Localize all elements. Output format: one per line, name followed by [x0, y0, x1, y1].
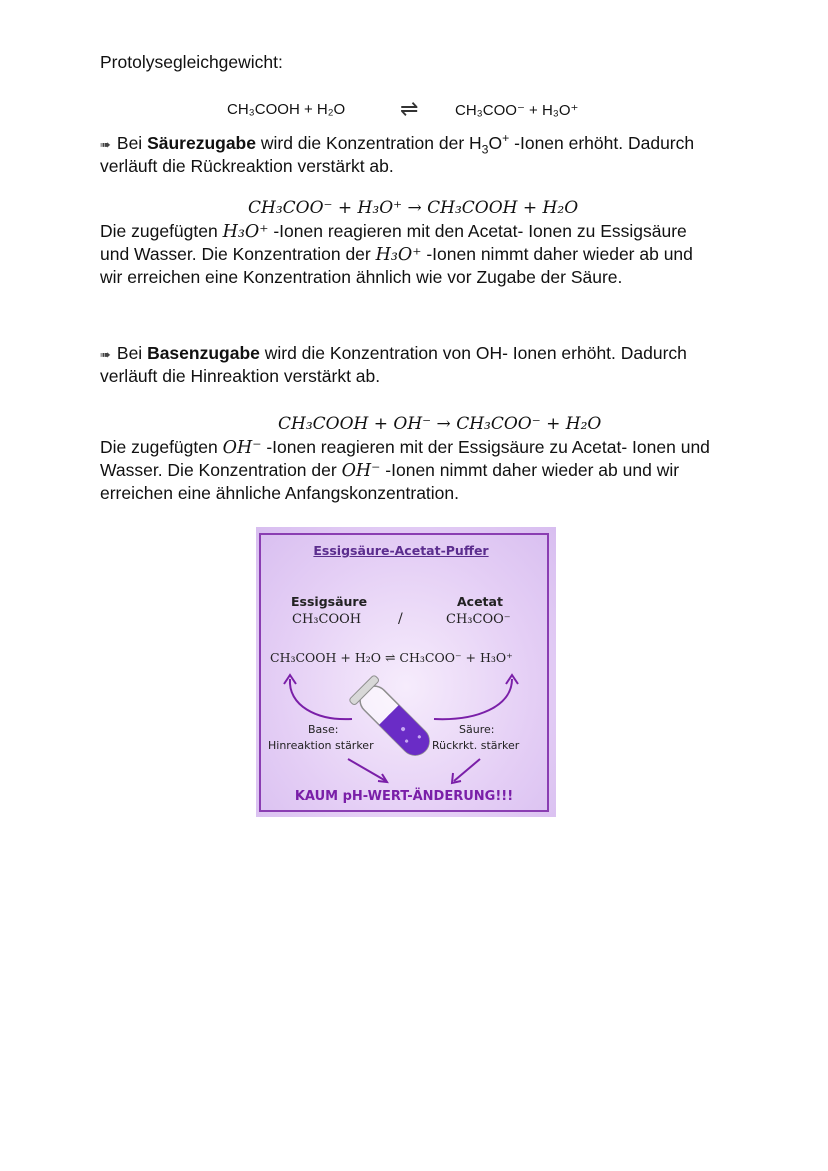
arrow-bullet-icon: ➠ — [100, 347, 111, 362]
base-keyword: Basenzugabe — [147, 343, 260, 363]
acid-label: Säure: — [459, 723, 495, 736]
equilibrium-left: CH₃COOH + H₂O — [227, 101, 346, 118]
acid-effect-label: Rückrkt. stärker — [432, 739, 520, 752]
base-description-line1: Die zugefügten OH⁻ -Ionen reagieren mit der Essigsäure zu Acetat- Ionen und — [100, 437, 710, 458]
figure-graphics — [256, 527, 556, 817]
acid-description-line2: und Wasser. Die Konzentration der H₃O⁺ -Ionen nimmt daher wieder ab und — [100, 244, 693, 265]
hydroxide-formula: OH⁻ — [341, 461, 381, 481]
acid-formula: CH₃COOH — [292, 612, 362, 627]
acid-down-arrow — [454, 759, 480, 781]
base-paragraph-line1: ➠ Bei Basenzugabe wird die Konzentration von OH- Ionen erhöht. Dadurch — [100, 343, 687, 363]
equilibrium-arrow: ⇌ — [400, 96, 419, 121]
base-description-line2: Wasser. Die Konzentration der OH⁻ -Ionen nimmt daher wieder ab und wir — [100, 460, 680, 481]
figure-title: Essigsäure-Acetat-Puffer — [313, 543, 489, 558]
equilibrium-right: CH₃COO⁻ + H₃O⁺ — [455, 102, 579, 119]
acid-name: Essigsäure — [291, 594, 368, 609]
acid-keyword: Säurezugabe — [147, 133, 256, 153]
acid-reaction-equation: CH₃COO⁻ + H₃O⁺ → CH₃COOH + H₂O — [248, 198, 579, 218]
base-label: Base: — [308, 723, 339, 736]
base-paragraph-line2: verläuft die Hinreaktion verstärkt ab. — [100, 366, 381, 386]
acid-paragraph-line1: ➠ Bei Säurezugabe wird die Konzentration der $H_3O^+$ -Ionen erhöht. Dadurch — [100, 131, 695, 157]
base-effect-label: Hinreaktion stärker — [268, 739, 374, 752]
left-curved-arrow — [290, 679, 352, 719]
acid-description-line1: Die zugefügten H₃O⁺ -Ionen reagieren mit den Acetat- Ionen zu Essigsäure — [100, 221, 687, 242]
right-curved-arrow — [434, 679, 512, 719]
page-heading: Protolysegleichgewicht: — [100, 52, 283, 72]
hydronium-formula: H₃O⁺ — [222, 222, 269, 242]
figure-conclusion: KAUM pH-WERT-ÄNDERUNG!!! — [294, 789, 514, 804]
figure-equilibrium-equation: CH₃COOH + H₂O ⇌ CH₃COO⁻ + H₃O⁺ — [270, 650, 513, 665]
acetate-name: Acetat — [457, 594, 503, 609]
buffer-figure — [256, 527, 556, 817]
base-down-arrow — [348, 759, 386, 781]
base-reaction-equation: CH₃COOH + OH⁻ → CH₃COO⁻ + H₂O — [278, 414, 602, 434]
hydronium-formula: H₃O⁺ — [375, 245, 422, 265]
acetate-formula: CH₃COO⁻ — [446, 612, 511, 627]
base-description-line3: erreichen eine ähnliche Anfangskonzentration. — [100, 483, 459, 503]
pair-separator: / — [398, 611, 403, 627]
acid-paragraph-line2: verläuft die Rückreaktion verstärkt ab. — [100, 156, 394, 176]
arrow-bullet-icon: ➠ — [100, 137, 111, 152]
hydroxide-formula: OH⁻ — [222, 438, 262, 458]
acid-description-line3: wir erreichen eine Konzentration ähnlich wie vor Zugabe der Säure. — [100, 267, 623, 287]
